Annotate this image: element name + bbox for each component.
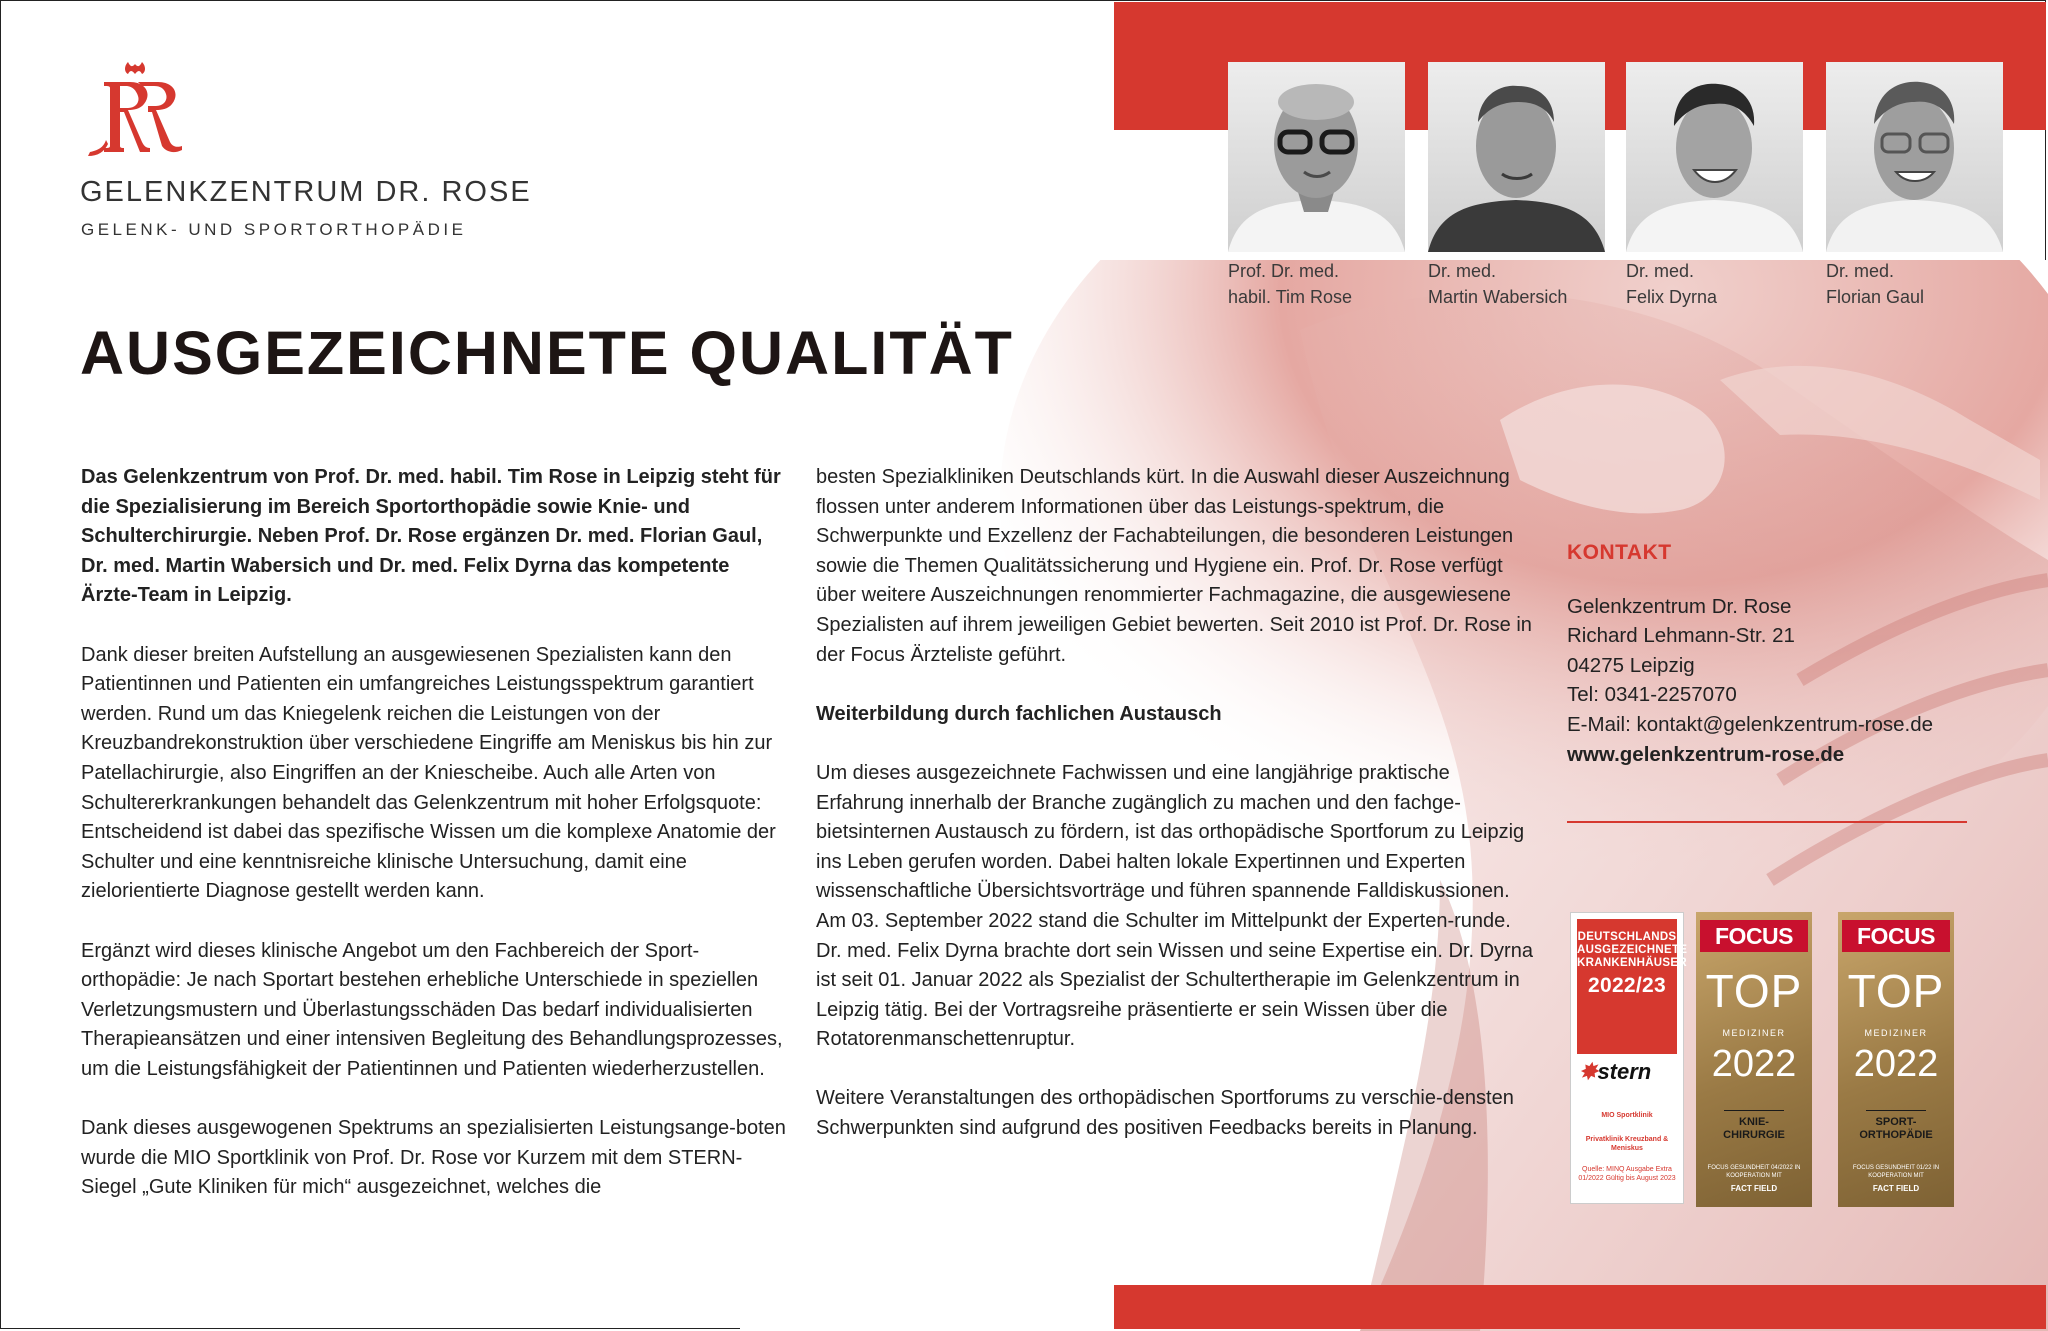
doctor-card: [1826, 62, 2003, 310]
focus-top-label: TOP: [1705, 965, 1803, 1017]
focus-divider: [1724, 1110, 1784, 1111]
intro-paragraph: Das Gelenkzentrum von Prof. Dr. med. habil. Tim Rose in Leipzig steht für die Spezialisierung im Bereich Sportorthopädie sowie Knie- und Schulterchirurgie. Neben Prof. Dr. Rose ergänzen Dr. med. Florian Gaul, Dr. med. Martin Wabersich und Dr. med. Felix Dyrna das kompetente Ärzte-Team in Leipzig.: [81, 466, 781, 607]
doctor-photo: [1228, 62, 1405, 252]
paragraph: Ergänzt wird dieses klinische Angebot um den Fachbereich der Sport-orthopädie: Je nach Sportart bestehen erhebliche Unterschiede in speziellen Verletzungsmustern und Überlastungsschäden Das bedarf individualisierten Therapieansätzen und einer intensiven Begleitung des Behandlungsprozesses, um die Leistungsfähigkeit der Patientinnen und Patienten wiederherzustellen.: [81, 939, 783, 1080]
focus-award-badge: [1696, 912, 1812, 1207]
contact-city: 04275 Leipzig: [1567, 653, 1695, 677]
contact-street: Richard Lehmann-Str. 21: [1567, 624, 1795, 648]
bottom-accent-bar: [1114, 1285, 2046, 1329]
focus-logo: FOCUS: [1842, 920, 1950, 952]
rose-logo-icon: [80, 60, 190, 160]
brand-name: GELENKZENTRUM DR. ROSE: [80, 176, 532, 208]
brand-subtitle: GELENK- UND SPORTORTHOPÄDIE: [81, 220, 467, 239]
doctor-name: Dr. med. Felix Dyrna: [1626, 261, 1718, 307]
paragraph: Um dieses ausgezeichnete Fachwissen und eine langjährige praktische Erfahrung innerhalb der Branche zugänglich zu machen und den fachge-bietsinternen Austausch zu fördern, ist das orthopädische Sportforum zu Leipzig ins Leben gerufen worden. Dabei halten lokale Expertinnen und Experten wissenschaftliche Übersichtsvorträge und führen spannende Falldiskussionen.: [816, 761, 1525, 903]
factfield-logo: FACT FIELD: [1730, 1184, 1778, 1193]
doctor-name: Dr. med. Martin Wabersich: [1428, 261, 1568, 307]
paragraph: Weitere Veranstaltungen des orthopädischen Sportforums zu verschie-densten Schwerpunkten sind aufgrund des positiven Feedbacks bereits in Planung.: [816, 1087, 1514, 1140]
stern-award-badge: [1570, 912, 1688, 1204]
doctor-card: [1428, 62, 1605, 310]
stern-source: Quelle: MINQ Ausgabe Extra 01/2022 Gültig bis August 2023: [1578, 1166, 1676, 1182]
contact-name: Gelenkzentrum Dr. Rose: [1567, 594, 1792, 618]
stern-field: Privatklinik Kreuzband & Meniskus: [1585, 1136, 1669, 1152]
stern-badge-header: DEUTSCHLANDS AUSGEZEICHNETE KRANKENHÄUSER 2022/23: [1577, 919, 1677, 1054]
doctor-photo: [1626, 62, 1803, 252]
article-column-2: [816, 463, 1536, 1173]
doctor-card: [1228, 62, 1405, 310]
focus-award-badge: [1838, 912, 1954, 1207]
contact-email[interactable]: E-Mail: kontakt@gelenkzentrum-rose.de: [1567, 712, 1934, 736]
stern-clinic: MIO Sportklinik: [1601, 1112, 1653, 1119]
paragraph: Dank dieser breiten Aufstellung an ausgewiesenen Spezialisten kann den Patientinnen und Patienten ein umfangreiches Leistungsspektrum garantiert werden. Rund um das Kniegelenk reichen die Leistungen von der Kreuzbandrekonstruktion über verschiedene Eingriffe am Meniskus bis hin zur Patellachirurgie, also Eingriffen an der Kniescheibe. Auch alle Arten von Schultererkrankungen behandelt das Gelenkzentrum mit hoher Erfolgsquote: Entscheidend ist dabei das spezifische Wissen um die komplexe Anatomie der Schulter und eine kenntnisreiche klinische Untersuchung, damit eine zielorientierte Diagnose gestellt werden kann.: [81, 643, 776, 903]
contact-phone[interactable]: Tel: 0341-2257070: [1567, 683, 1737, 707]
stern-logo-icon: ✸stern: [1579, 1059, 1652, 1084]
focus-source: FOCUS GESUNDHEIT 01/22 IN KOOPERATION MIT: [1852, 1165, 1940, 1179]
focus-top-label: TOP: [1847, 965, 1945, 1017]
focus-logo: FOCUS: [1700, 920, 1808, 952]
page-headline: AUSGEZEICHNETE QUALITÄT: [80, 319, 1014, 387]
doctor-name: Dr. med. Florian Gaul: [1826, 261, 1925, 307]
contact-title: KONTAKT: [1567, 541, 1672, 564]
focus-category: KNIE- CHIRURGIE: [1723, 1116, 1785, 1141]
paragraph: Am 03. September 2022 stand die Schulter im Mittelpunkt der Experten-runde. Dr. med. Felix Dyrna brachte dort sein Wissen und seine Expertise ein. Dr. Dyrna ist seit 01. Januar 2022 als Spezialist der Schultertherapie im Gelenkzentrum in Leipzig tätig. Bei der Vortragsreihe präsentierte er sein Wissen über die Rotatorenmanschettenruptur.: [816, 909, 1533, 1051]
focus-subtitle: MEDIZINER: [1722, 1028, 1786, 1038]
focus-category: SPORT- ORTHOPÄDIE: [1859, 1116, 1933, 1141]
focus-divider: [1866, 1110, 1926, 1111]
doctor-card: [1626, 62, 1803, 310]
focus-year: 2022: [1711, 1043, 1797, 1085]
contact-website-link[interactable]: www.gelenkzentrum-rose.de: [1567, 742, 1845, 766]
paragraph: Dank dieses ausgewogenen Spektrums an spezialisierten Leistungsange-boten wurde die MIO Sportklinik von Prof. Dr. Rose vor Kurzem mit dem STERN-Siegel „Gute Kliniken für mich“ ausgezeichnet, welches die: [81, 1117, 786, 1199]
factfield-logo: FACT FIELD: [1872, 1184, 1920, 1193]
doctor-name: Prof. Dr. med. habil. Tim Rose: [1228, 261, 1353, 307]
contact-block: [1567, 538, 1967, 769]
subheading: Weiterbildung durch fachlichen Austausch: [816, 702, 1222, 725]
contact-divider: [1567, 821, 1967, 823]
focus-source: FOCUS GESUNDHEIT 04/2022 IN KOOPERATION MIT: [1707, 1165, 1801, 1179]
doctor-photo: [1826, 62, 2003, 252]
focus-year: 2022: [1853, 1043, 1939, 1085]
article-column-1: [81, 463, 791, 1232]
paragraph: besten Spezialkliniken Deutschlands kürt. In die Auswahl dieser Auszeichnung flossen unter anderem Informationen über das Leistungs-spektrum, die Schwerpunkte und Exzellenz der Fachabteilungen, die besonderen Leistungen sowie die Themen Qualitätssicherung und Hygiene ein. Prof. Dr. Rose verfügt über weitere Auszeichnungen renommierter Fachmagazine, die ausgewiesene Spezialisten auf ihrem jeweiligen Gebiet bewerten. Seit 2010 ist Prof. Dr. Rose in der Focus Ärzteliste geführt.: [816, 466, 1532, 666]
focus-subtitle: MEDIZINER: [1864, 1028, 1928, 1038]
doctor-photo: [1428, 62, 1605, 252]
